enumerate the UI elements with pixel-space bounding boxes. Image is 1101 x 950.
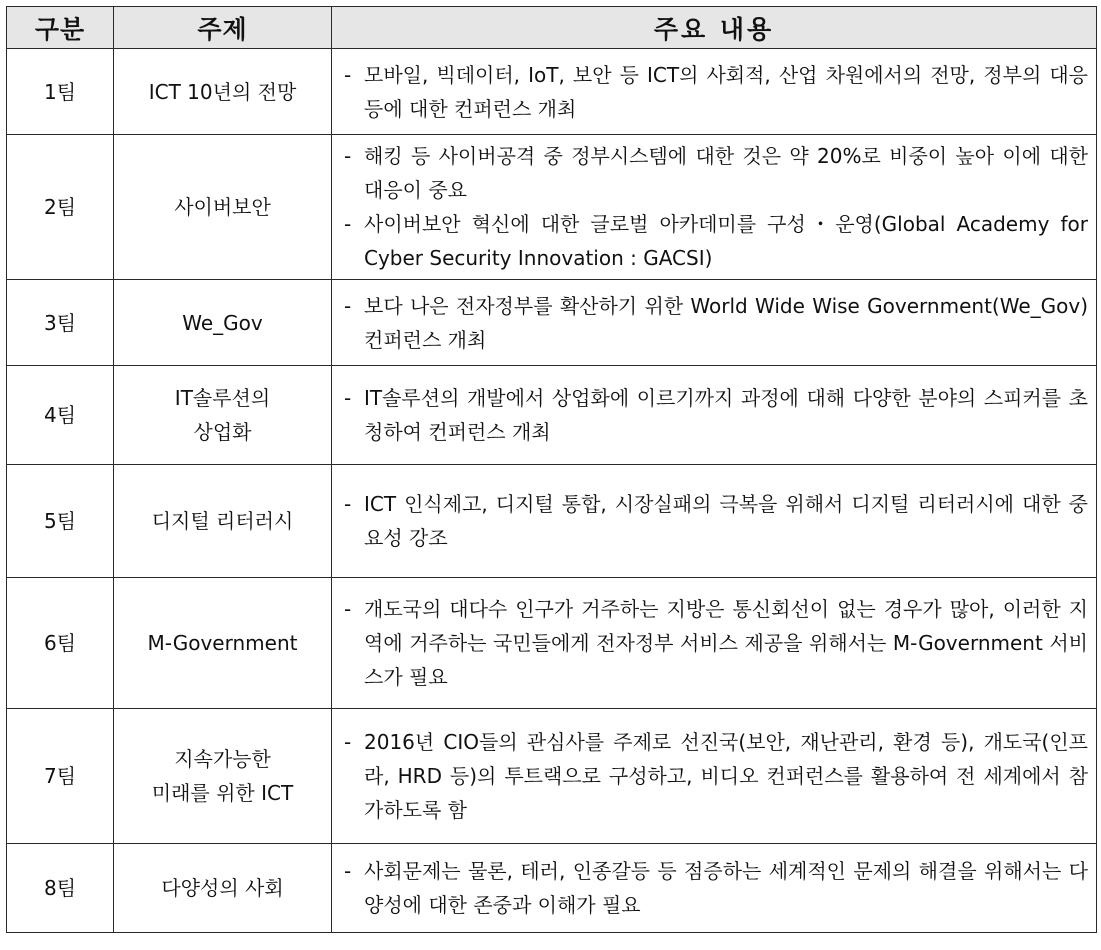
topic-cell	[114, 135, 332, 280]
content-item	[344, 592, 1088, 694]
topic-line: 디지털 리터러시	[151, 509, 294, 533]
topic-cell	[114, 366, 332, 465]
bullet-dash: -	[344, 144, 352, 168]
content-item	[344, 725, 1088, 827]
topic-line: We_Gov	[182, 310, 263, 335]
topic-cell	[114, 709, 332, 844]
bullet-dash: -	[344, 62, 352, 87]
topic-line: 다양성의 사회	[161, 876, 284, 900]
team-topics-table	[6, 6, 1097, 933]
content-text: 개도국의 대다수 인구가 거주하는 지방은 통신회선이 없는 경우가 많아, 이러한 지역에 거주하는 국민들에게 전자정부 서비스 제공을 위해서는 M-Government 서비스가 필요	[364, 597, 1088, 689]
table-row	[7, 49, 1097, 135]
bullet-dash: -	[344, 597, 352, 621]
team-cell: 2팀	[7, 135, 114, 280]
team-cell: 6팀	[7, 578, 114, 709]
topic-line: 사이버보안	[174, 195, 271, 219]
content-text: 해킹 등 사이버공격 중 정부시스템에 대한 것은 약 20%로 비중이 높아 이에 대한 대응이 중요	[364, 144, 1088, 202]
header-row	[7, 7, 1097, 49]
content-item	[344, 207, 1088, 275]
topic-cell	[114, 49, 332, 135]
content-cell	[332, 366, 1097, 465]
topic-cell	[114, 844, 332, 933]
content-item	[344, 487, 1088, 555]
content-item	[344, 381, 1088, 449]
bullet-dash: -	[344, 492, 352, 516]
topic-cell	[114, 465, 332, 578]
bullet-dash: -	[344, 386, 352, 410]
header-division: 구분	[7, 7, 114, 49]
content-cell	[332, 49, 1097, 135]
content-text: IT솔루션의 개발에서 상업화에 이르기까지 과정에 대해 다양한 분야의 스피커를 초청하여 컨퍼런스 개최	[364, 386, 1088, 444]
content-cell	[332, 465, 1097, 578]
content-cell	[332, 844, 1097, 933]
content-text: 사이버보안 혁신에 대한 글로벌 아카데미를 구성・운영(Global Academy for Cyber Security Innovation : GACSI)	[364, 212, 1088, 270]
bullet-dash: -	[344, 293, 352, 318]
topic-line: 상업화	[193, 420, 252, 444]
topic-line: 지속가능한	[174, 747, 271, 771]
topic-line: ICT 10년의 전망	[148, 79, 297, 104]
content-item	[344, 58, 1088, 126]
content-cell	[332, 578, 1097, 709]
team-cell: 3팀	[7, 280, 114, 366]
table-row	[7, 844, 1097, 933]
table-row	[7, 578, 1097, 709]
content-text: 사회문제는 물론, 테러, 인종갈등 등 점증하는 세계적인 문제의 해결을 위해서는 다양성에 대한 존중과 이해가 필요	[364, 859, 1088, 917]
header-main-content: 주요 내용	[332, 7, 1097, 49]
content-text: 보다 나은 전자정부를 확산하기 위한 World Wide Wise Government(We_Gov) 컨퍼런스 개최	[364, 293, 1088, 352]
header-topic: 주제	[114, 7, 332, 49]
topic-line: IT솔루션의	[174, 386, 271, 410]
table-row	[7, 280, 1097, 366]
topic-line: 미래를 위한 ICT	[151, 781, 294, 805]
topic-line: M-Government	[147, 631, 298, 655]
content-cell	[332, 135, 1097, 280]
table-row	[7, 366, 1097, 465]
table-row	[7, 135, 1097, 280]
content-text: 모바일, 빅데이터, IoT, 보안 등 ICT의 사회적, 산업 차원에서의 전망, 정부의 대응 등에 대한 컨퍼런스 개최	[364, 62, 1088, 121]
content-cell	[332, 709, 1097, 844]
bullet-dash: -	[344, 212, 352, 236]
team-cell: 1팀	[7, 49, 114, 135]
topic-cell	[114, 280, 332, 366]
content-text: ICT 인식제고, 디지털 통합, 시장실패의 극복을 위해서 디지털 리터러시에 대한 중요성 강조	[364, 492, 1088, 550]
table-row	[7, 465, 1097, 578]
team-cell: 7팀	[7, 709, 114, 844]
team-cell: 5팀	[7, 465, 114, 578]
content-item	[344, 289, 1088, 357]
content-item	[344, 139, 1088, 207]
team-cell: 8팀	[7, 844, 114, 933]
bullet-dash: -	[344, 859, 352, 883]
content-text: 2016년 CIO들의 관심사를 주제로 선진국(보안, 재난관리, 환경 등), 개도국(인프라, HRD 등)의 투트랙으로 구성하고, 비디오 컨퍼런스를 활용하여 전 세계에서 참가하도록 함	[364, 730, 1088, 822]
team-cell: 4팀	[7, 366, 114, 465]
content-item	[344, 854, 1088, 922]
table-row	[7, 709, 1097, 844]
content-cell	[332, 280, 1097, 366]
bullet-dash: -	[344, 730, 352, 754]
topic-cell	[114, 578, 332, 709]
